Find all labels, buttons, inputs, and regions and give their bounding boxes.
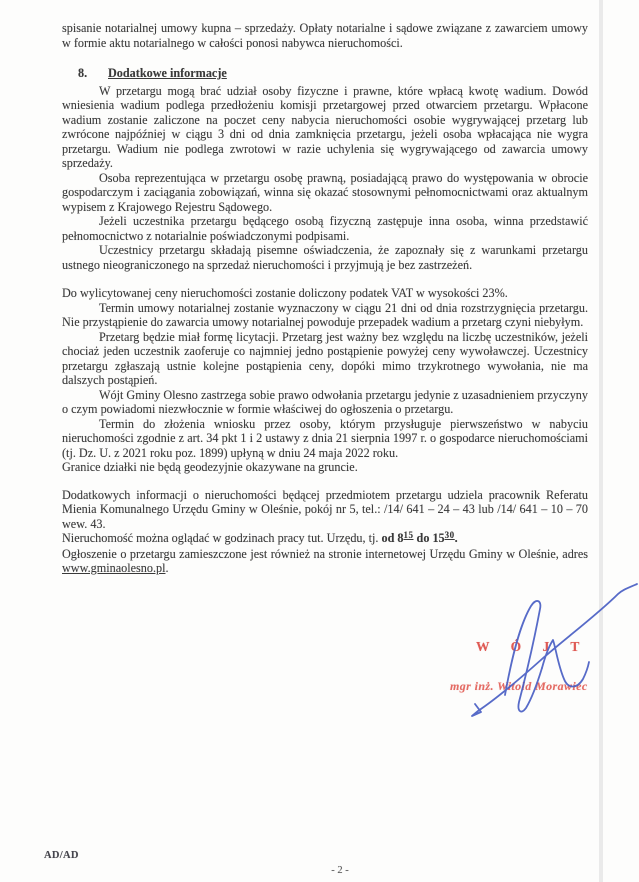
contact-block	[62, 488, 588, 576]
contact-info-line: Dodatkowych informacji o nieruchomości będącej przedmiotem przetargu udziela pracownik Referatu Mienia Komunalnego Urzędu Gminy w Oleśnie, pokój nr 5, tel.: /14/ 641 – 24 – 43 lub /14/ 641 – 10 – 70 wew. 43.	[62, 487, 588, 531]
paragraph-osoba-prawna: Osoba reprezentująca w przetargu osobę prawną, posiadającą prawo do występowania w obrocie gospodarczym i zaciągania zobowiązań, winna się okazać stosownymi pełnomocnictwami oraz aktualnym wypisem z Krajowego Rejestru Sądowego.	[62, 170, 588, 214]
paragraph-pelnomocnictwo: Jeżeli uczestnika przetargu będącego osobą fizyczną zastępuje inna osoba, winna przedstawić pełnomocnictwo z notarialnie poświadczonymi podpisami.	[62, 214, 588, 243]
paragraph-granice: Granice działki nie będą geodezyjnie okazywane na gruncie.	[62, 460, 358, 474]
website-line	[62, 547, 588, 576]
paragraph-licytacja: Przetarg będzie miał formę licytacji. Przetarg jest ważny bez względu na liczbę uczestników, jeżeli chociaż jeden uczestnik zaoferuje co najmniej jedno postąpienie powyżej ceny wywoławczej. Uczestnicy przetargu zgłaszają ustnie kolejne postąpienia ceny, dopóki mimo trzykrotnego wywołania, nie ma dalszych postąpień.	[62, 329, 588, 387]
office-hours-line	[62, 531, 588, 547]
hours-from-minutes: 15	[403, 529, 414, 540]
section-number: 8.	[78, 66, 88, 80]
signature-area	[440, 575, 639, 750]
hours-to: do 15	[413, 531, 445, 545]
paragraph-pierwszenstwo: Termin do złożenia wniosku przez osoby, którym przysługuje pierwszeństwo w nabyciu nieruchomości zgodnie z art. 34 pkt 1 i 2 ustawy z dnia 21 sierpnia 1997 r. o gospodarce nieruchomościami (tj. Dz. U. z 2021 roku poz. 1899) upłyną w dniu 24 maja 2022 roku.	[62, 416, 588, 460]
intro-paragraph: spisanie notarialnej umowy kupna – sprzedaży. Opłaty notarialne i sądowe związane z zawarciem umowy w formie aktu notarialnego w całości ponosi nabywca nieruchomości.	[62, 21, 588, 50]
website-prefix: Ogłoszenie o przetargu zamieszczone jest również na stronie internetowej Urzędu Gminy w Oleśnie, adres	[62, 546, 588, 561]
mayor-stamp-title: W Ó J T	[476, 639, 589, 654]
mayor-stamp-name: mgr inż. Witold Morawiec	[450, 679, 588, 693]
document-body	[62, 21, 588, 576]
paragraph-oswiadczenia: Uczestnicy przetargu składają pisemne oświadczenia, że zapoznały się z warunkami przetargu ustnego nieograniczonego na sprzedaż nieruchomości i przyjmują je bez zastrzeżeń.	[62, 243, 588, 272]
paragraph-odwolanie: Wójt Gminy Olesno zastrzega sobie prawo odwołania przetargu jedynie z uzasadnieniem przyczyny o czym powiadomi niezwłocznie w formie właściwej do ogłoszenia o przetargu.	[62, 387, 588, 416]
hours-period: .	[454, 531, 458, 545]
section-heading	[62, 66, 588, 81]
paragraph-wadium: W przetargu mogą brać udział osoby fizyczne i prawne, które wpłacą kwotę wadium. Dowód wniesienia wadium podlega przedłożeniu komisji przetargowej przed otwarciem przetargu. Wpłacone wadium zostanie zaliczone na poczet ceny nabycia nieruchomości osobie wygrywającej przetarg lub zwrócone najpóźniej w ciągu 3 dni od dnia zamknięcia przetargu, jeżeli osoba wpłacająca nie wygra przetargu. Wadium nie podlega zwrotowi w razie uchylenia się wygrywającego od zawarcia umowy sprzedaży.	[62, 83, 588, 170]
office-hours-prefix: Nieruchomość można oglądać w godzinach pracy tut. Urzędu, tj.	[62, 531, 382, 545]
footer-initials: AD/AD	[44, 850, 79, 861]
paragraph-termin-umowy: Termin umowy notarialnej zostanie wyznaczony w ciągu 21 dni od dnia rozstrzygnięcia przetargu. Nie przystąpienie do zawarcia umowy notarialnej powoduje przepadek wadium a przetarg czyni niebyłym.	[62, 300, 588, 329]
website-link[interactable]: www.gminaolesno.pl	[62, 561, 166, 575]
hours-to-minutes: 30	[444, 529, 455, 540]
handwritten-signature-icon	[440, 575, 639, 750]
website-suffix: .	[165, 561, 169, 575]
paragraph-vat: Do wylicytowanej ceny nieruchomości zostanie doliczony podatek VAT w wysokości 23%.	[62, 286, 508, 300]
page-number: - 2 -	[331, 865, 349, 876]
section-title: Dodatkowe informacje	[108, 66, 227, 80]
hours-from: od 8	[381, 531, 404, 545]
